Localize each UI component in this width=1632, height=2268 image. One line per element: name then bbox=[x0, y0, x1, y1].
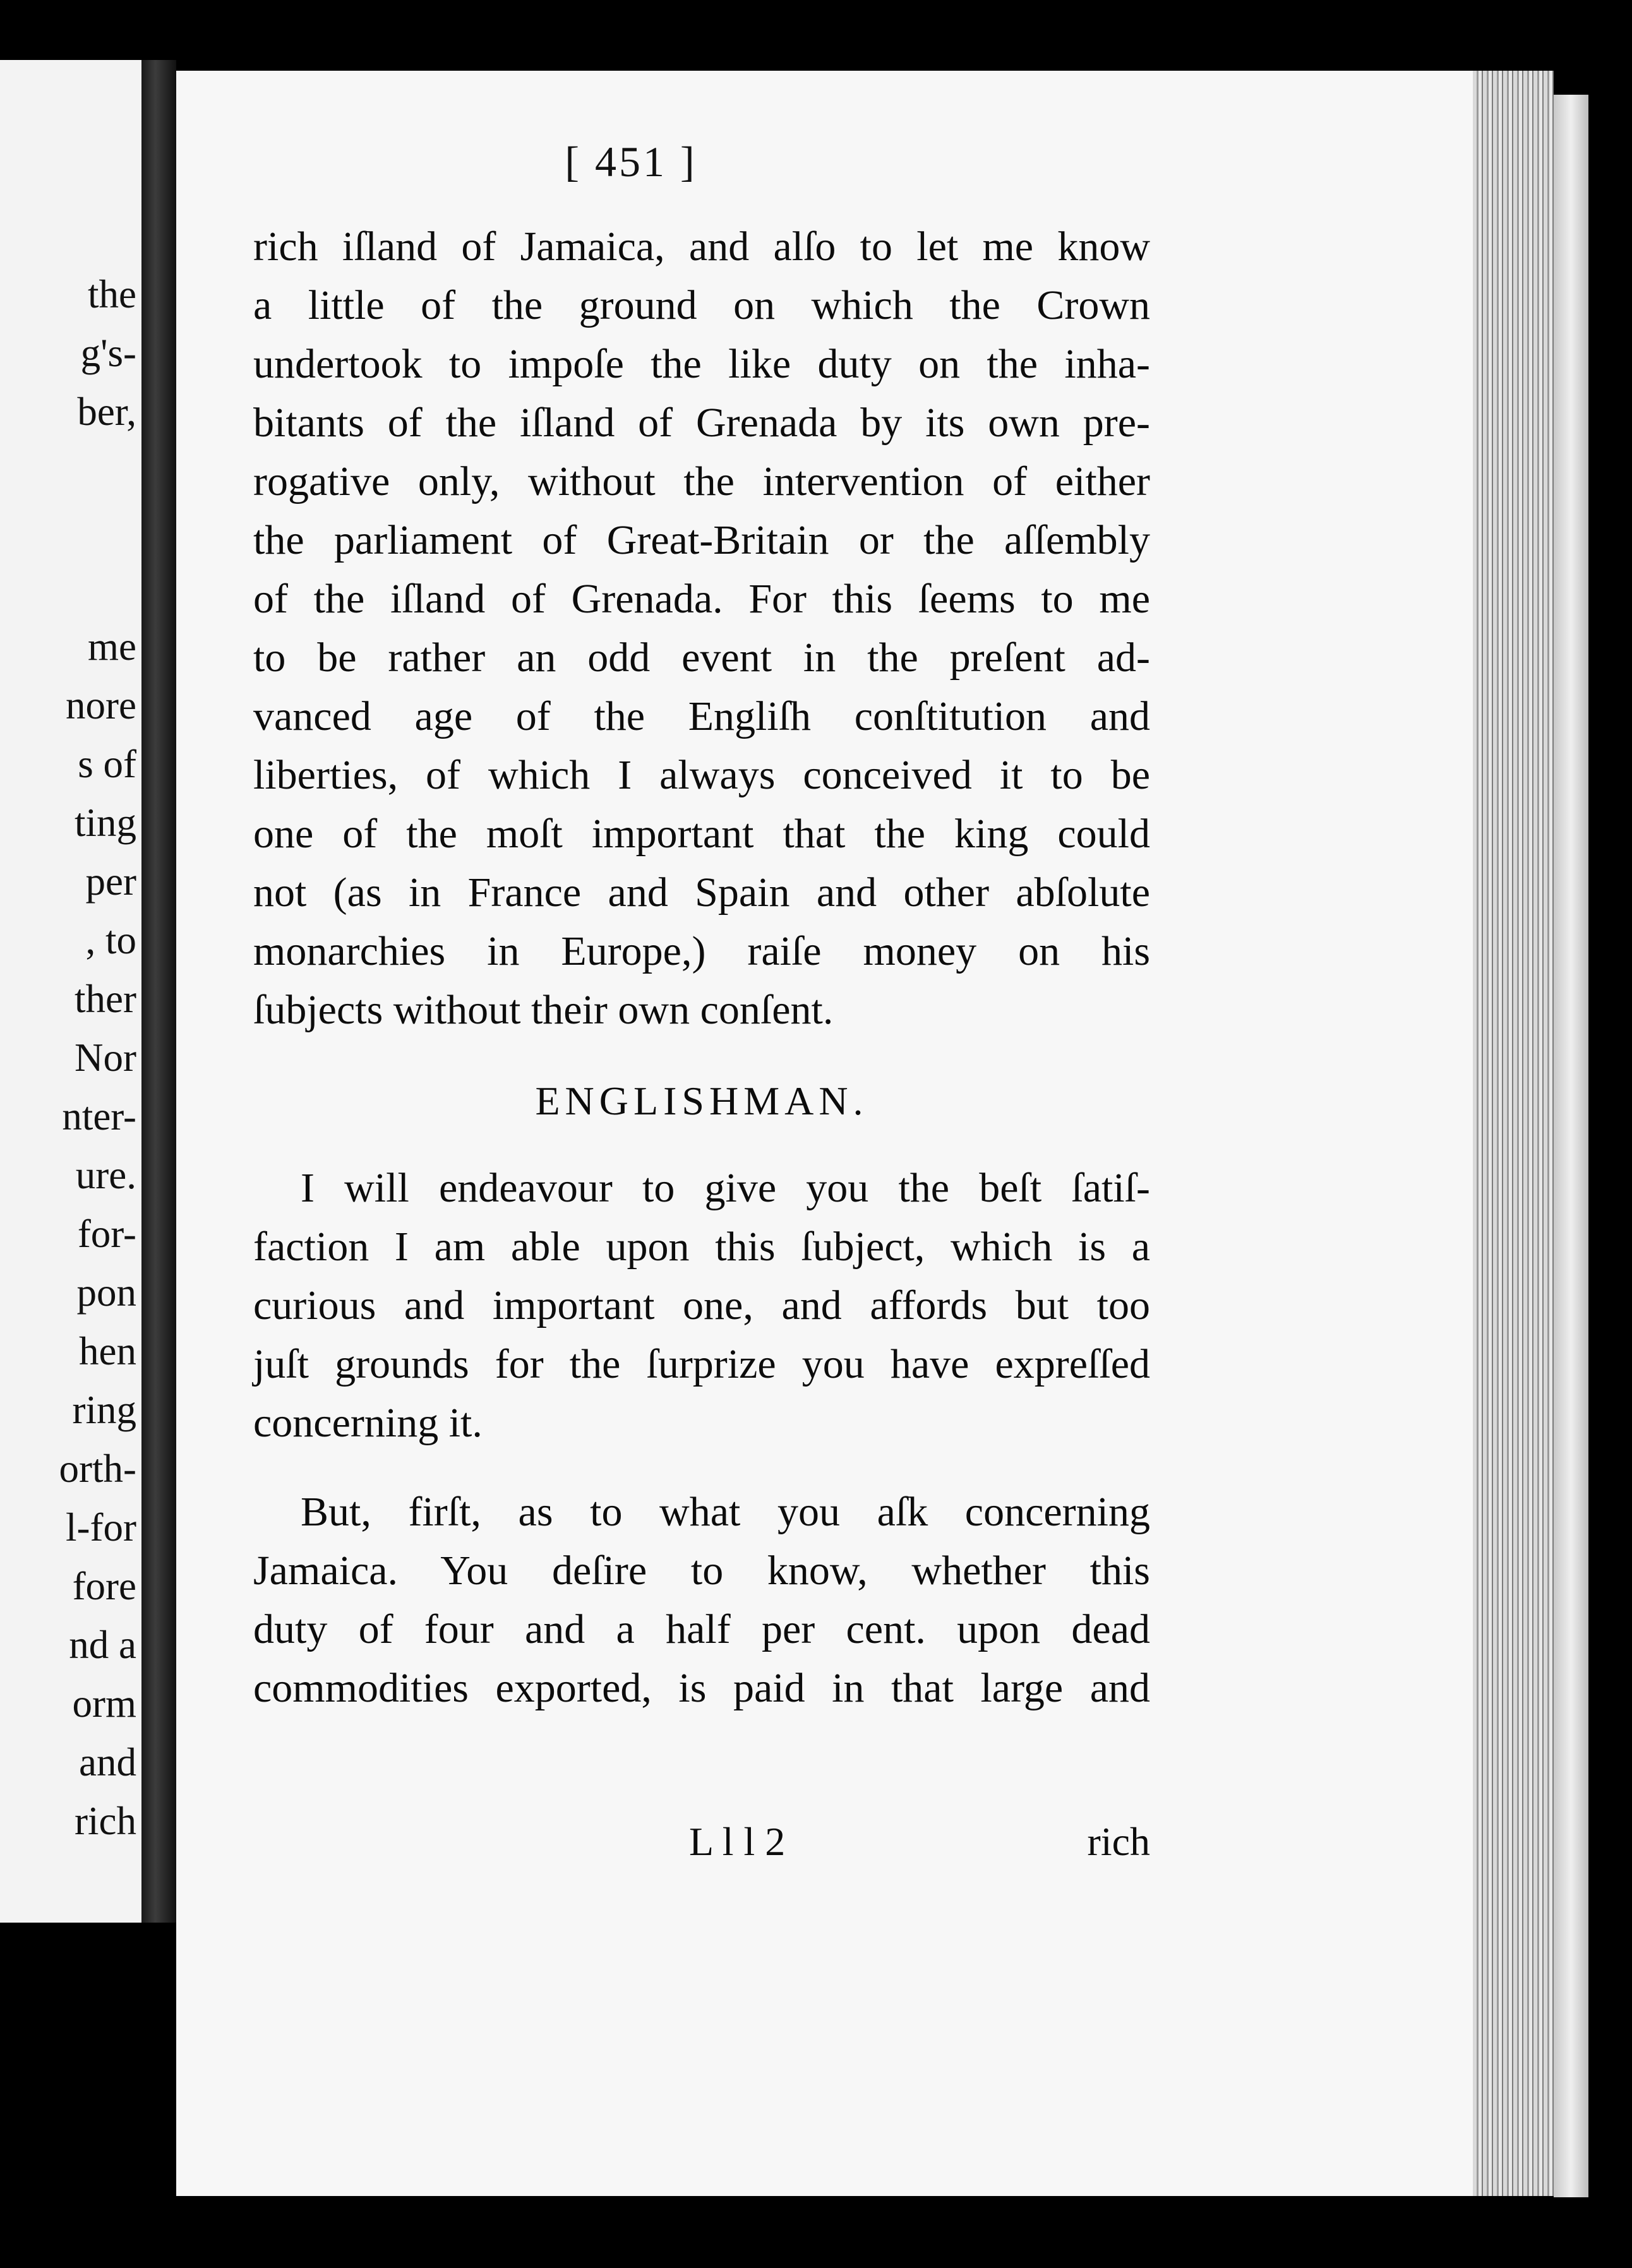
left-fragment bbox=[59, 559, 136, 618]
text-line: juſt grounds for the ſurprize you have expreſſed bbox=[253, 1341, 1150, 1387]
text-line: undertook to impoſe the like duty on the inha- bbox=[253, 341, 1150, 387]
left-fragment: ther bbox=[75, 977, 136, 1021]
left-fragment: s of bbox=[78, 742, 136, 786]
book-fore-edge bbox=[1554, 95, 1588, 2197]
left-fragment: and bbox=[79, 1740, 136, 1784]
left-page-text-fragments bbox=[59, 265, 136, 1851]
text-line: ſubjects without their own conſent. bbox=[253, 987, 834, 1033]
text-line: I will endeavour to give you the beſt ſatiſ- bbox=[301, 1165, 1150, 1211]
text-line: faction I am able upon this ſubject, which is a bbox=[253, 1224, 1150, 1270]
left-fragment bbox=[59, 441, 136, 500]
left-fragment: the bbox=[88, 272, 136, 316]
left-fragment: l-for bbox=[66, 1505, 136, 1549]
left-fragment: for- bbox=[77, 1212, 136, 1256]
text-line: But, firſt, as to what you aſk concerning bbox=[301, 1489, 1150, 1535]
left-fragment: orm bbox=[72, 1681, 136, 1726]
text-line: Jamaica. You deſire to know, whether this bbox=[253, 1548, 1150, 1594]
left-fragment: fore bbox=[72, 1564, 136, 1608]
left-fragment: me bbox=[88, 624, 136, 669]
page-body bbox=[253, 217, 1150, 1717]
left-fragment bbox=[59, 500, 136, 559]
left-fragment: ure. bbox=[75, 1153, 136, 1197]
left-fragment: nd a bbox=[69, 1623, 136, 1667]
text-line: a little of the ground on which the Crown bbox=[253, 282, 1150, 328]
text-line: vanced age of the Engliſh conſtitution and bbox=[253, 693, 1150, 739]
text-line: liberties, of which I always conceived it to be bbox=[253, 752, 1150, 798]
text-line: rich iſland of Jamaica, and alſo to let me know bbox=[253, 224, 1150, 270]
left-fragment: hen bbox=[79, 1329, 136, 1373]
page-edges bbox=[1473, 71, 1554, 2196]
left-fragment: ting bbox=[74, 801, 136, 845]
left-fragment: nter- bbox=[62, 1094, 136, 1138]
paragraph-gap bbox=[253, 1452, 1150, 1483]
text-line: rogative only, without the intervention of either bbox=[253, 458, 1150, 504]
text-line: commodities exported, is paid in that large and bbox=[253, 1665, 1150, 1711]
text-line: monarchies in Europe,) raiſe money on his bbox=[253, 928, 1150, 974]
speaker-heading: ENGLISHMAN. bbox=[535, 1078, 868, 1123]
book-gutter bbox=[141, 60, 176, 1923]
left-fragment: per bbox=[85, 859, 136, 904]
text-line: one of the moſt important that the king could bbox=[253, 811, 1150, 857]
page-header: [ 451 ] bbox=[565, 138, 697, 186]
left-fragment: ber, bbox=[77, 390, 136, 434]
paragraph-1 bbox=[253, 217, 1150, 1039]
left-fragment: Nor bbox=[75, 1036, 136, 1080]
left-fragment: rich bbox=[75, 1799, 136, 1843]
main-page bbox=[176, 71, 1473, 2196]
left-fragment: nore bbox=[66, 683, 136, 727]
left-fragment: , to bbox=[85, 918, 136, 962]
text-line: not (as in France and Spain and other abſolute bbox=[253, 869, 1150, 916]
left-fragment: ring bbox=[72, 1388, 136, 1432]
left-fragment: g's- bbox=[80, 331, 136, 375]
text-line: bitants of the iſland of Grenada by its own pre- bbox=[253, 400, 1150, 446]
text-line: curious and important one, and affords but too bbox=[253, 1282, 1150, 1328]
text-line: the parliament of Great-Britain or the aſſembly bbox=[253, 517, 1150, 563]
catchword: rich bbox=[1087, 1819, 1150, 1864]
page-footer bbox=[253, 1818, 1150, 1877]
text-line: duty of four and a half per cent. upon dead bbox=[253, 1606, 1150, 1652]
text-line: of the iſland of Grenada. For this ſeems to me bbox=[253, 576, 1150, 622]
left-fragment: orth- bbox=[59, 1447, 136, 1491]
left-facing-page bbox=[0, 60, 141, 1923]
text-line: concerning it. bbox=[253, 1400, 483, 1446]
paragraph-2 bbox=[253, 1159, 1150, 1452]
left-fragment: pon bbox=[76, 1270, 136, 1315]
text-line: to be rather an odd event in the preſent ad- bbox=[253, 635, 1150, 681]
signature-mark: L l l 2 bbox=[689, 1819, 786, 1864]
paragraph-3 bbox=[253, 1483, 1150, 1717]
